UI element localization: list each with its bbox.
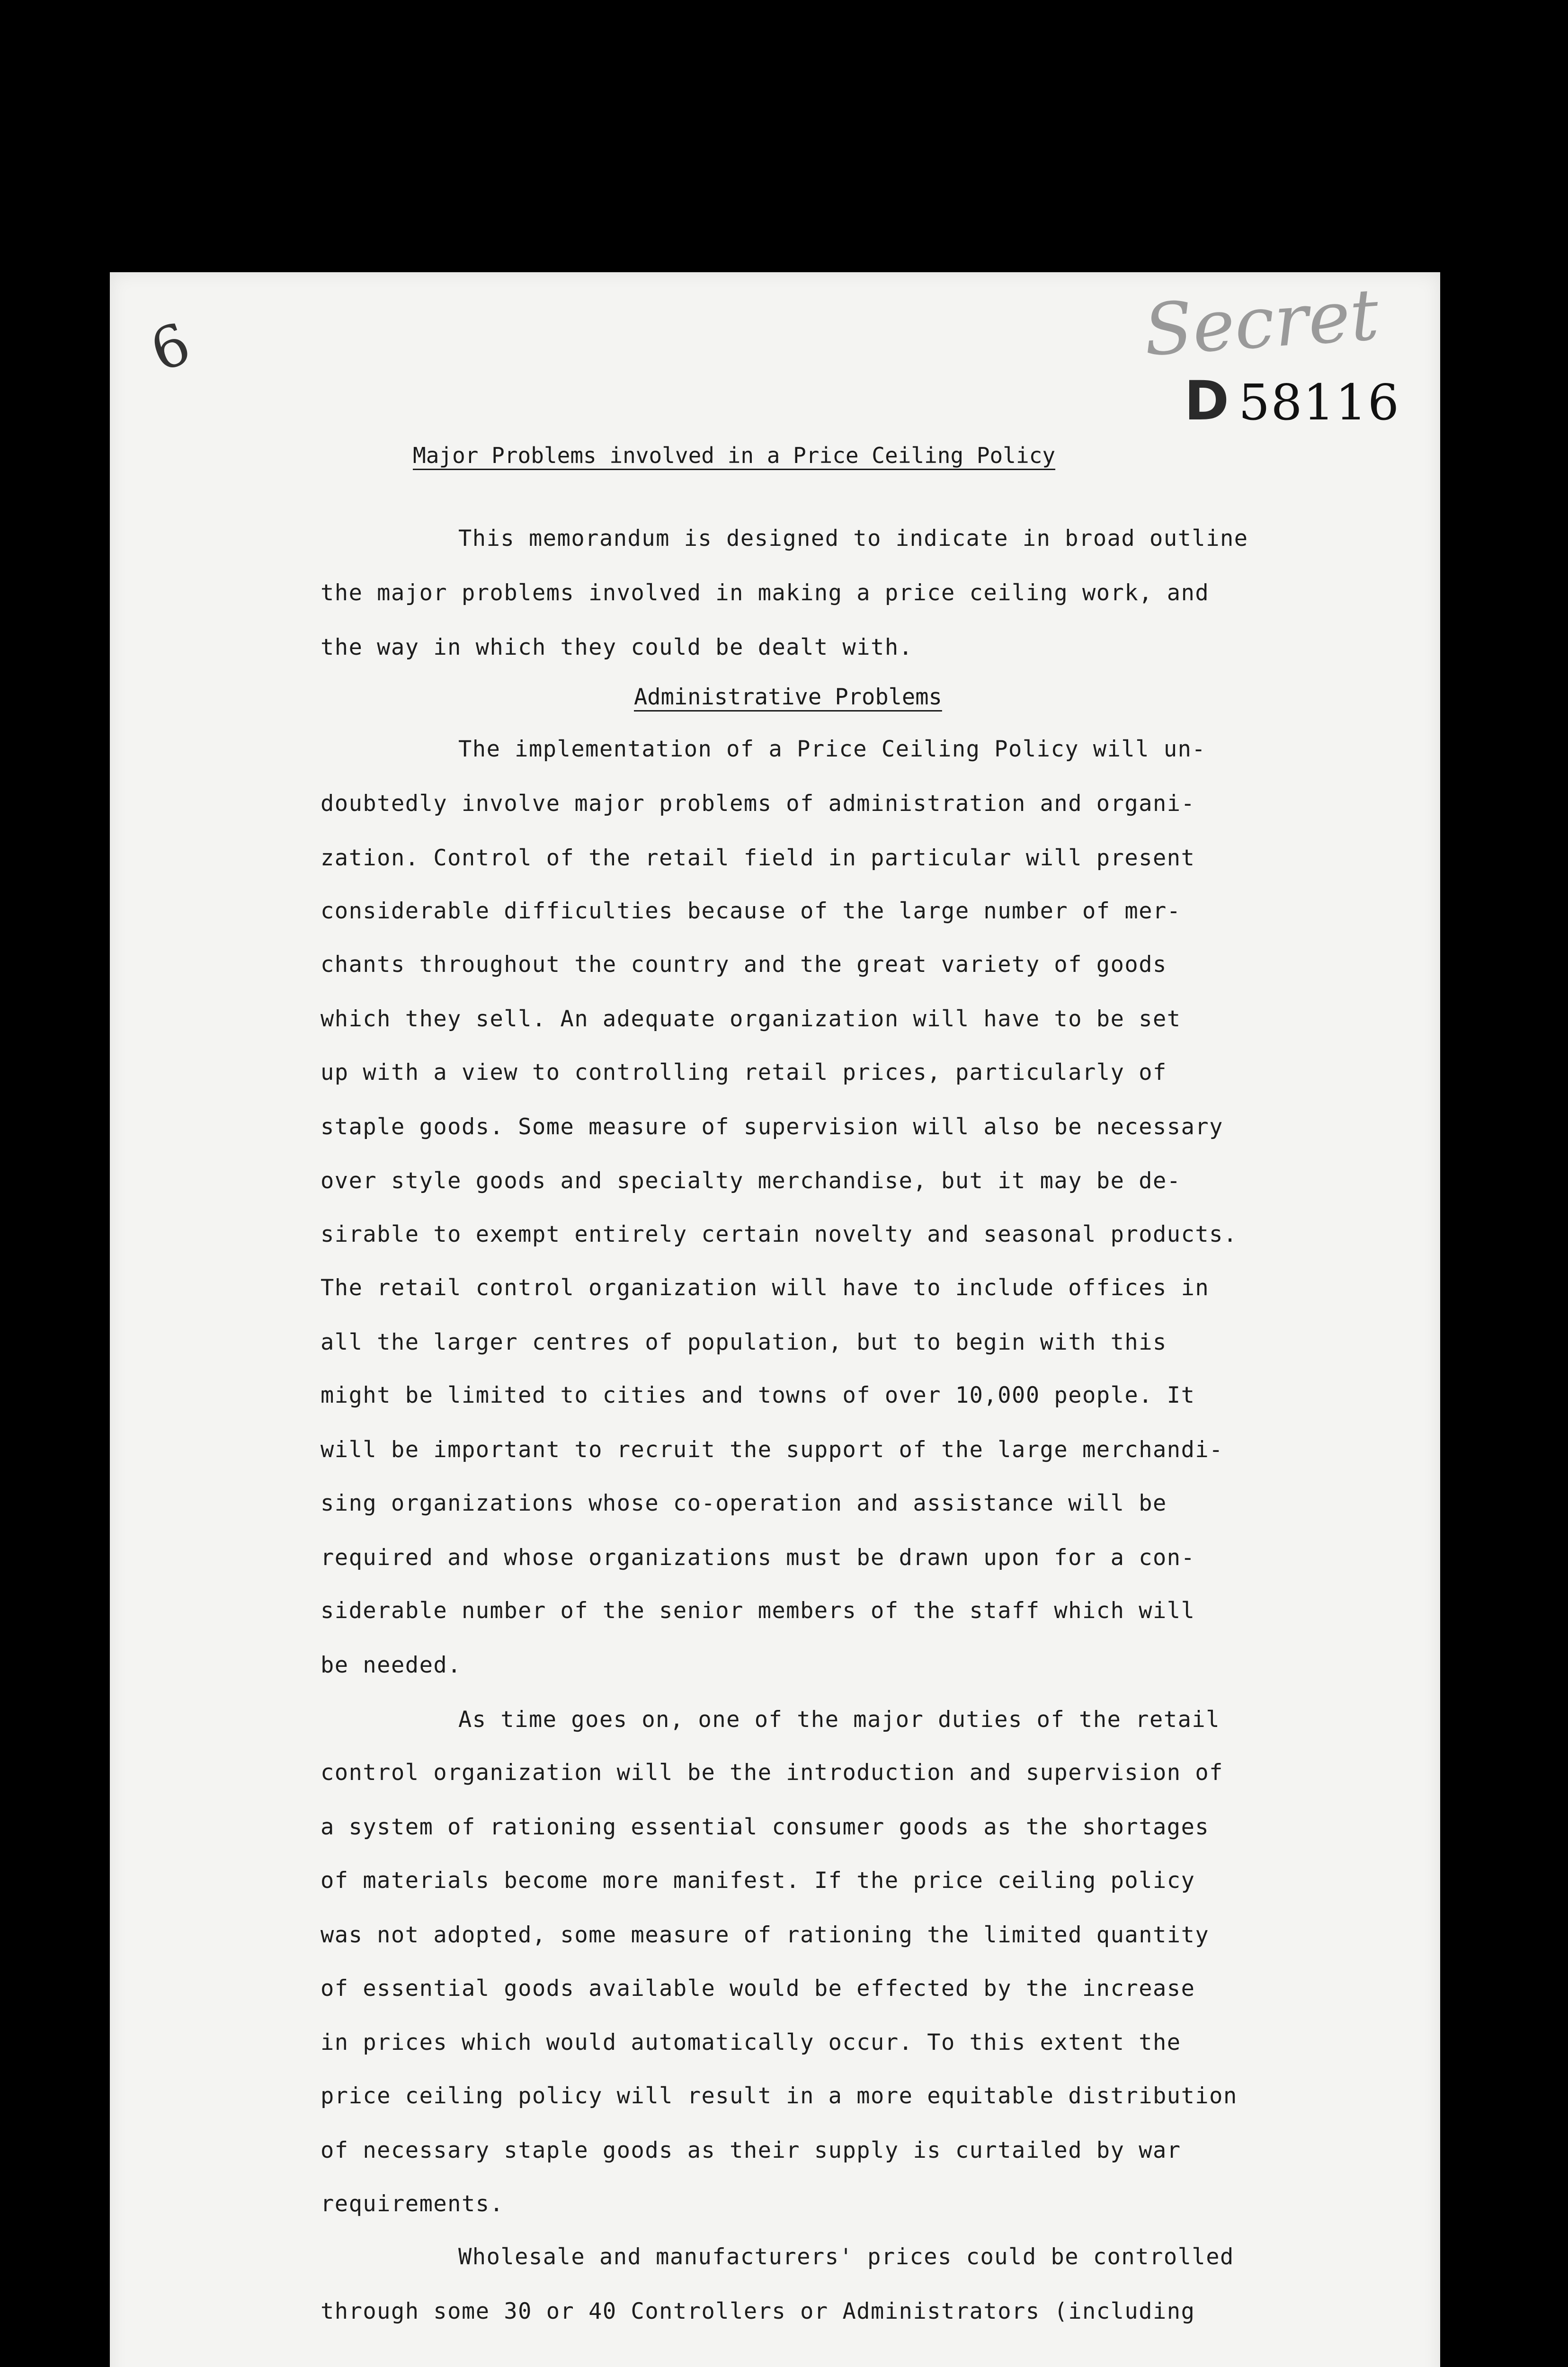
body-line: was not adopted, some measure of rationing the limited quantity (321, 1922, 1210, 1948)
body-line: which they sell. An adequate organization will have to be set (321, 1006, 1181, 1032)
body-line: up with a view to controlling retail prices, particularly of (321, 1059, 1167, 1086)
body-line: chants throughout the country and the great variety of goods (321, 952, 1167, 978)
intro-line: This memorandum is designed to indicate in broad outline (458, 525, 1248, 552)
body-line: in prices which would automatically occur. To this extent the (321, 2029, 1181, 2056)
intro-line: the way in which they could be dealt with. (321, 634, 913, 660)
intro-line: the major problems involved in making a price ceiling work, and (321, 580, 1210, 606)
document-number (1185, 369, 1400, 432)
body-line: be needed. (321, 1652, 462, 1678)
body-line: required and whose organizations must be drawn upon for a con- (321, 1545, 1195, 1571)
body-line: As time goes on, one of the major duties of the retail (458, 1707, 1221, 1733)
body-line: might be limited to cities and towns of over 10,000 people. It (321, 1382, 1195, 1408)
document-page (110, 272, 1440, 2367)
body-line: doubtedly involve major problems of administration and organi- (321, 791, 1195, 817)
body-line: The retail control organization will have to include offices in (321, 1275, 1210, 1301)
body-line: will be important to recruit the support of the large merchandi- (321, 1437, 1223, 1463)
body-line: Wholesale and manufacturers' prices could be controlled (458, 2244, 1234, 2270)
body-line: staple goods. Some measure of supervision will also be necessary (321, 1114, 1223, 1140)
body-line: sing organizations whose co-operation and assistance will be (321, 1490, 1167, 1516)
section-heading: Administrative Problems (634, 684, 942, 710)
body-line: of necessary staple goods as their supply is curtailed by war (321, 2137, 1181, 2163)
body-line: control organization will be the introduction and supervision of (321, 1760, 1223, 1786)
body-line: price ceiling policy will result in a more equitable distribution (321, 2083, 1238, 2109)
body-line: all the larger centres of population, but to begin with this (321, 1329, 1167, 1355)
body-line: siderable number of the senior members of the staff which will (321, 1598, 1195, 1624)
page-title: Major Problems involved in a Price Ceiling Policy (413, 443, 1056, 468)
body-line: considerable difficulties because of the large number of mer- (321, 898, 1181, 924)
document-number-value: 58116 (1238, 374, 1400, 431)
body-line: of materials become more manifest. If the price ceiling policy (321, 1868, 1195, 1894)
body-line: requirements. (321, 2191, 504, 2217)
body-line: sirable to exempt entirely certain novelty and seasonal products. (321, 1221, 1238, 1247)
body-line: of essential goods available would be effected by the increase (321, 1975, 1195, 2002)
body-line: through some 30 or 40 Controllers or Administrators (including (321, 2298, 1195, 2324)
classification-stamp: Secret (1141, 273, 1381, 373)
corner-mark: 6 (142, 311, 199, 385)
document-number-prefix: D (1184, 369, 1230, 432)
body-line: a system of rationing essential consumer goods as the shortages (321, 1814, 1210, 1840)
body-line: over style goods and specialty merchandise, but it may be de- (321, 1168, 1181, 1194)
body-line: zation. Control of the retail field in particular will present (321, 845, 1195, 871)
body-line: The implementation of a Price Ceiling Policy will un- (458, 736, 1206, 762)
